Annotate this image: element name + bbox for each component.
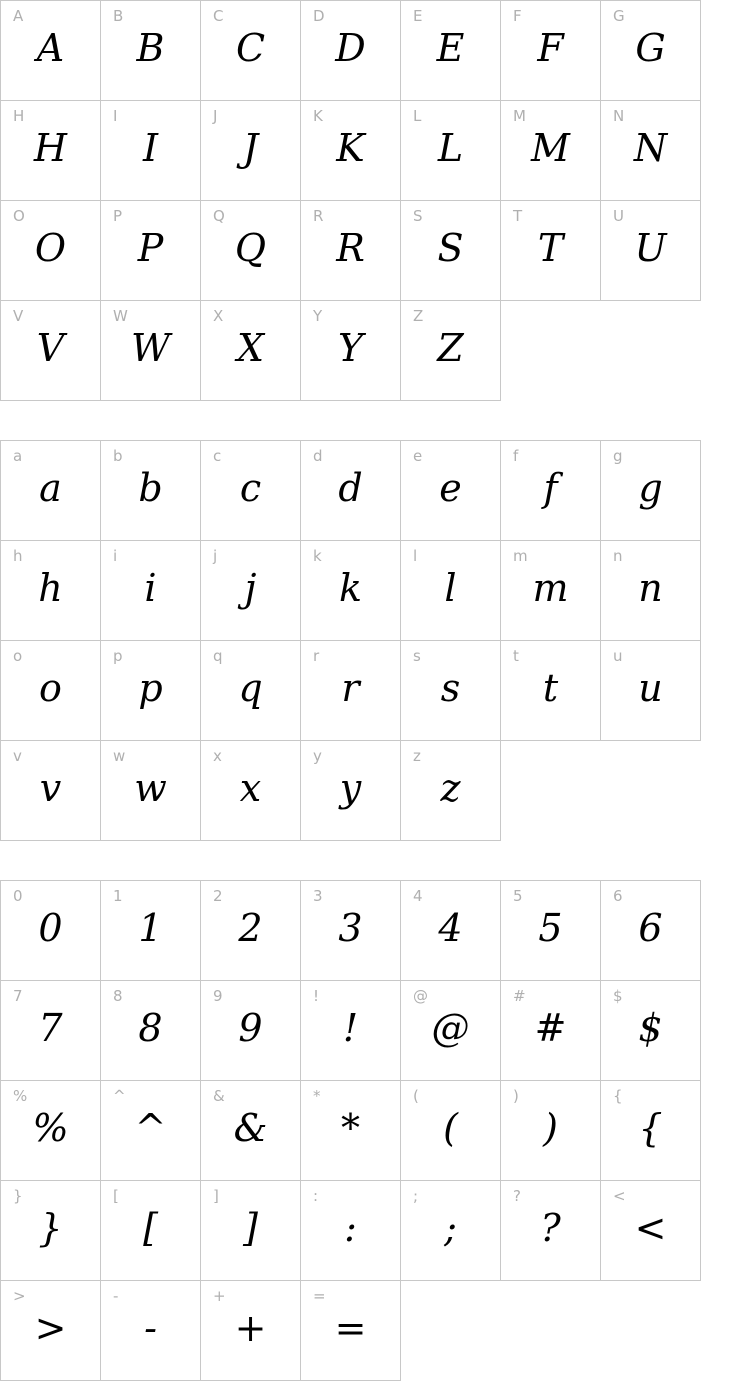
glyph-cell: [301, 641, 401, 741]
glyph-cell: [101, 101, 201, 201]
charmap-row: [1, 301, 701, 401]
glyph-cell: [201, 541, 301, 641]
glyph-cell: [501, 1081, 601, 1181]
glyph-label: [: [113, 1187, 119, 1205]
glyph-preview: &: [233, 1105, 268, 1150]
glyph-preview: c: [239, 465, 262, 510]
charmap-row: [1, 1, 701, 101]
glyph-cell: [501, 541, 601, 641]
glyph-label: o: [13, 647, 23, 665]
glyph-label: $: [613, 987, 623, 1005]
glyph-cell: [601, 441, 701, 541]
glyph-preview: a: [39, 465, 62, 510]
glyph-label: }: [13, 1187, 23, 1205]
glyph-preview: q: [238, 665, 263, 710]
glyph-label: A: [13, 7, 24, 25]
glyph-preview: 0: [38, 905, 63, 950]
glyph-preview: j: [244, 565, 257, 610]
glyph-preview: B: [136, 25, 165, 70]
glyph-label: H: [13, 107, 25, 125]
charmap-row: [1, 541, 701, 641]
charmap-block-uppercase: [0, 0, 701, 401]
glyph-label: q: [213, 647, 223, 665]
glyph-label: g: [613, 447, 623, 465]
glyph-preview: S: [437, 225, 464, 270]
glyph-label: K: [313, 107, 323, 125]
glyph-preview: =: [334, 1305, 367, 1350]
glyph-label: 7: [13, 987, 23, 1005]
glyph-label: ]: [213, 1187, 219, 1205]
glyph-label: +: [213, 1287, 226, 1305]
glyph-preview: *: [341, 1105, 360, 1150]
glyph-preview: W: [130, 325, 171, 370]
glyph-preview: p: [138, 665, 163, 710]
glyph-label: {: [613, 1087, 623, 1105]
glyph-label: a: [13, 447, 23, 465]
glyph-preview: D: [335, 25, 366, 70]
glyph-cell: [601, 201, 701, 301]
glyph-label: v: [13, 747, 22, 765]
glyph-label: d: [313, 447, 323, 465]
glyph-cell: [401, 441, 501, 541]
glyph-preview: $: [638, 1005, 663, 1050]
glyph-cell: [301, 101, 401, 201]
glyph-preview: [: [143, 1205, 158, 1250]
glyph-preview: T: [537, 225, 564, 270]
glyph-preview: 1: [138, 905, 163, 950]
glyph-preview: E: [436, 25, 465, 70]
glyph-cell: [501, 1181, 601, 1281]
glyph-cell: [501, 881, 601, 981]
glyph-cell: [201, 101, 301, 201]
glyph-preview: -: [144, 1305, 157, 1350]
glyph-cell: [601, 541, 701, 641]
glyph-label: 5: [513, 887, 523, 905]
glyph-preview: k: [338, 565, 363, 610]
glyph-preview: }: [38, 1205, 63, 1250]
glyph-cell: [201, 1081, 301, 1181]
glyph-label: P: [113, 207, 123, 225]
glyph-preview: s: [440, 665, 461, 710]
glyph-cell: [401, 981, 501, 1081]
glyph-cell: [201, 1181, 301, 1281]
glyph-label: U: [613, 207, 624, 225]
glyph-cell: [301, 541, 401, 641]
glyph-label: u: [613, 647, 623, 665]
glyph-label: 1: [113, 887, 123, 905]
glyph-preview: 6: [638, 905, 663, 950]
glyph-cell: [501, 641, 601, 741]
glyph-label: b: [113, 447, 123, 465]
glyph-cell: [101, 1281, 201, 1381]
glyph-cell: [101, 1081, 201, 1181]
glyph-cell: [501, 1, 601, 101]
glyph-label: n: [613, 547, 623, 565]
charmap-row: [1, 1081, 701, 1181]
glyph-cell: [201, 301, 301, 401]
glyph-cell: [401, 1081, 501, 1181]
glyph-label: ^: [113, 1087, 126, 1105]
glyph-preview: 5: [538, 905, 563, 950]
glyph-cell: [401, 1181, 501, 1281]
glyph-cell: [101, 201, 201, 301]
glyph-preview: (: [443, 1105, 458, 1150]
glyph-cell: [1, 641, 101, 741]
glyph-preview: n: [638, 565, 663, 610]
glyph-label: N: [613, 107, 625, 125]
glyph-cell: [1, 541, 101, 641]
glyph-preview: !: [342, 1005, 359, 1050]
glyph-label: f: [513, 447, 519, 465]
glyph-cell: [301, 1281, 401, 1381]
glyph-label: W: [113, 307, 128, 325]
glyph-label: y: [313, 747, 322, 765]
glyph-preview: O: [34, 225, 67, 270]
glyph-cell: [301, 1, 401, 101]
glyph-label: 9: [213, 987, 223, 1005]
glyph-preview: Z: [437, 325, 464, 370]
glyph-preview: h: [38, 565, 63, 610]
glyph-label: x: [213, 747, 222, 765]
glyph-preview: g: [638, 465, 663, 510]
charmap-row: [1, 881, 701, 981]
glyph-cell: [301, 201, 401, 301]
glyph-preview: {: [638, 1105, 663, 1150]
glyph-label: i: [113, 547, 118, 565]
glyph-label: R: [313, 207, 324, 225]
glyph-cell: [601, 1, 701, 101]
glyph-cell: [101, 441, 201, 541]
glyph-label: =: [313, 1287, 326, 1305]
glyph-cell: [201, 641, 301, 741]
glyph-preview: w: [134, 765, 167, 810]
glyph-cell: [201, 201, 301, 301]
glyph-cell: [101, 641, 201, 741]
glyph-label: *: [313, 1087, 321, 1105]
glyph-label: F: [513, 7, 522, 25]
glyph-label: !: [313, 987, 320, 1005]
glyph-label: s: [413, 647, 421, 665]
glyph-label: M: [513, 107, 526, 125]
glyph-cell: [401, 101, 501, 201]
glyph-cell: [101, 301, 201, 401]
glyph-label: w: [113, 747, 126, 765]
glyph-label: @: [413, 987, 428, 1005]
glyph-preview: z: [440, 765, 461, 810]
glyph-cell: [1, 881, 101, 981]
glyph-cell: [401, 301, 501, 401]
glyph-cell: [1, 301, 101, 401]
glyph-cell: [401, 1, 501, 101]
glyph-preview: ^: [134, 1105, 167, 1150]
glyph-cell: [101, 741, 201, 841]
glyph-cell: [501, 201, 601, 301]
glyph-cell: [301, 1081, 401, 1181]
glyph-preview: >: [34, 1305, 67, 1350]
glyph-preview: :: [344, 1205, 357, 1250]
glyph-preview: Y: [337, 325, 364, 370]
glyph-label: ;: [413, 1187, 419, 1205]
glyph-cell: [301, 441, 401, 541]
glyph-preview: V: [36, 325, 65, 370]
glyph-label: B: [113, 7, 124, 25]
glyph-preview: I: [142, 125, 158, 170]
glyph-cell: [301, 981, 401, 1081]
glyph-label: V: [13, 307, 24, 325]
glyph-preview: b: [138, 465, 163, 510]
glyph-cell: [401, 541, 501, 641]
glyph-preview: P: [137, 225, 164, 270]
glyph-preview: M: [531, 125, 570, 170]
glyph-label: D: [313, 7, 325, 25]
glyph-label: e: [413, 447, 423, 465]
glyph-label: T: [513, 207, 523, 225]
glyph-label: (: [413, 1087, 419, 1105]
glyph-label: k: [313, 547, 322, 565]
glyph-preview: R: [336, 225, 365, 270]
glyph-preview: m: [532, 565, 569, 610]
glyph-cell: [101, 881, 201, 981]
glyph-preview: 7: [38, 1005, 63, 1050]
glyph-cell: [201, 441, 301, 541]
glyph-cell: [401, 741, 501, 841]
glyph-label: m: [513, 547, 528, 565]
glyph-label: 8: [113, 987, 123, 1005]
charmap-row: [1, 201, 701, 301]
glyph-cell: [201, 981, 301, 1081]
glyph-cell: [201, 741, 301, 841]
glyph-preview: H: [33, 125, 68, 170]
glyph-preview: F: [537, 25, 564, 70]
glyph-preview: #: [534, 1005, 567, 1050]
glyph-preview: G: [635, 25, 666, 70]
glyph-cell: [101, 1, 201, 101]
glyph-cell: [101, 981, 201, 1081]
glyph-preview: ]: [243, 1205, 258, 1250]
glyph-preview: o: [39, 665, 62, 710]
glyph-cell: [301, 741, 401, 841]
glyph-label: L: [413, 107, 422, 125]
glyph-label: ): [513, 1087, 519, 1105]
glyph-cell: [1, 201, 101, 301]
charmap-row: [1, 641, 701, 741]
glyph-cell: [1, 101, 101, 201]
charmap-block-lowercase: [0, 440, 701, 841]
glyph-preview: u: [638, 665, 663, 710]
glyph-cell: [601, 981, 701, 1081]
glyph-label: :: [313, 1187, 319, 1205]
glyph-label: C: [213, 7, 224, 25]
glyph-preview: v: [39, 765, 62, 810]
glyph-cell: [601, 101, 701, 201]
charmap-row: [1, 1181, 701, 1281]
glyph-preview: ?: [540, 1205, 561, 1250]
glyph-label: p: [113, 647, 123, 665]
glyph-preview: L: [437, 125, 464, 170]
glyph-preview: Q: [234, 225, 267, 270]
glyph-cell: [1, 981, 101, 1081]
glyph-cell: [301, 301, 401, 401]
glyph-cell: [201, 881, 301, 981]
glyph-preview: 3: [338, 905, 363, 950]
glyph-preview: A: [36, 25, 65, 70]
glyph-cell: [1, 1, 101, 101]
glyph-preview: C: [235, 25, 266, 70]
glyph-preview: %: [32, 1105, 69, 1150]
glyph-label: h: [13, 547, 23, 565]
glyph-cell: [101, 541, 201, 641]
glyph-label: l: [413, 547, 418, 565]
glyph-preview: 8: [138, 1005, 163, 1050]
charmap-row: [1, 741, 701, 841]
glyph-preview: U: [634, 225, 667, 270]
glyph-cell: [601, 641, 701, 741]
glyph-cell: [601, 1181, 701, 1281]
charmap-block-digits-punctuation: [0, 880, 701, 1381]
glyph-preview: K: [336, 125, 365, 170]
glyph-label: 6: [613, 887, 623, 905]
glyph-label: 4: [413, 887, 423, 905]
glyph-cell: [601, 881, 701, 981]
glyph-preview: 2: [238, 905, 263, 950]
glyph-cell: [301, 881, 401, 981]
glyph-cell: [401, 881, 501, 981]
glyph-preview: x: [239, 765, 262, 810]
glyph-cell: [601, 1081, 701, 1181]
glyph-preview: +: [234, 1305, 267, 1350]
glyph-label: c: [213, 447, 222, 465]
glyph-preview: 9: [238, 1005, 263, 1050]
glyph-cell: [501, 981, 601, 1081]
glyph-label: z: [413, 747, 421, 765]
glyph-label: ?: [513, 1187, 521, 1205]
glyph-preview: e: [439, 465, 462, 510]
glyph-cell: [401, 641, 501, 741]
charmap-row: [1, 101, 701, 201]
glyph-preview: N: [633, 125, 668, 170]
glyph-preview: ;: [444, 1205, 457, 1250]
glyph-preview: X: [236, 325, 265, 370]
glyph-label: Q: [213, 207, 225, 225]
glyph-cell: [501, 101, 601, 201]
glyph-preview: r: [341, 665, 360, 710]
glyph-cell: [101, 1181, 201, 1281]
glyph-label: t: [513, 647, 519, 665]
charmap-row: [1, 1281, 701, 1381]
glyph-preview: J: [242, 125, 259, 170]
glyph-label: -: [113, 1287, 119, 1305]
glyph-preview: <: [634, 1205, 667, 1250]
glyph-label: S: [413, 207, 423, 225]
glyph-cell: [201, 1, 301, 101]
glyph-label: &: [213, 1087, 225, 1105]
charmap-row: [1, 981, 701, 1081]
glyph-cell: [1, 1081, 101, 1181]
glyph-cell: [501, 441, 601, 541]
glyph-label: j: [213, 547, 218, 565]
glyph-label: #: [513, 987, 526, 1005]
glyph-preview: 4: [438, 905, 463, 950]
glyph-preview: ): [543, 1105, 558, 1150]
charmap-row: [1, 441, 701, 541]
glyph-preview: f: [543, 465, 558, 510]
glyph-label: Z: [413, 307, 424, 325]
glyph-label: <: [613, 1187, 626, 1205]
glyph-label: G: [613, 7, 625, 25]
glyph-label: 3: [313, 887, 323, 905]
glyph-label: E: [413, 7, 423, 25]
glyph-preview: d: [338, 465, 363, 510]
glyph-cell: [1, 1281, 101, 1381]
glyph-preview: i: [144, 565, 157, 610]
glyph-preview: l: [444, 565, 457, 610]
glyph-label: O: [13, 207, 25, 225]
glyph-preview: y: [339, 765, 362, 810]
glyph-cell: [1, 741, 101, 841]
glyph-label: %: [13, 1087, 28, 1105]
glyph-label: 2: [213, 887, 223, 905]
glyph-label: 0: [13, 887, 23, 905]
glyph-label: >: [13, 1287, 26, 1305]
glyph-preview: t: [542, 665, 559, 710]
glyph-cell: [1, 441, 101, 541]
glyph-label: J: [213, 107, 218, 125]
glyph-label: X: [213, 307, 224, 325]
glyph-label: Y: [313, 307, 323, 325]
glyph-cell: [401, 201, 501, 301]
glyph-label: r: [313, 647, 320, 665]
glyph-cell: [301, 1181, 401, 1281]
glyph-label: I: [113, 107, 118, 125]
glyph-cell: [201, 1281, 301, 1381]
glyph-cell: [1, 1181, 101, 1281]
glyph-preview: @: [431, 1005, 470, 1050]
